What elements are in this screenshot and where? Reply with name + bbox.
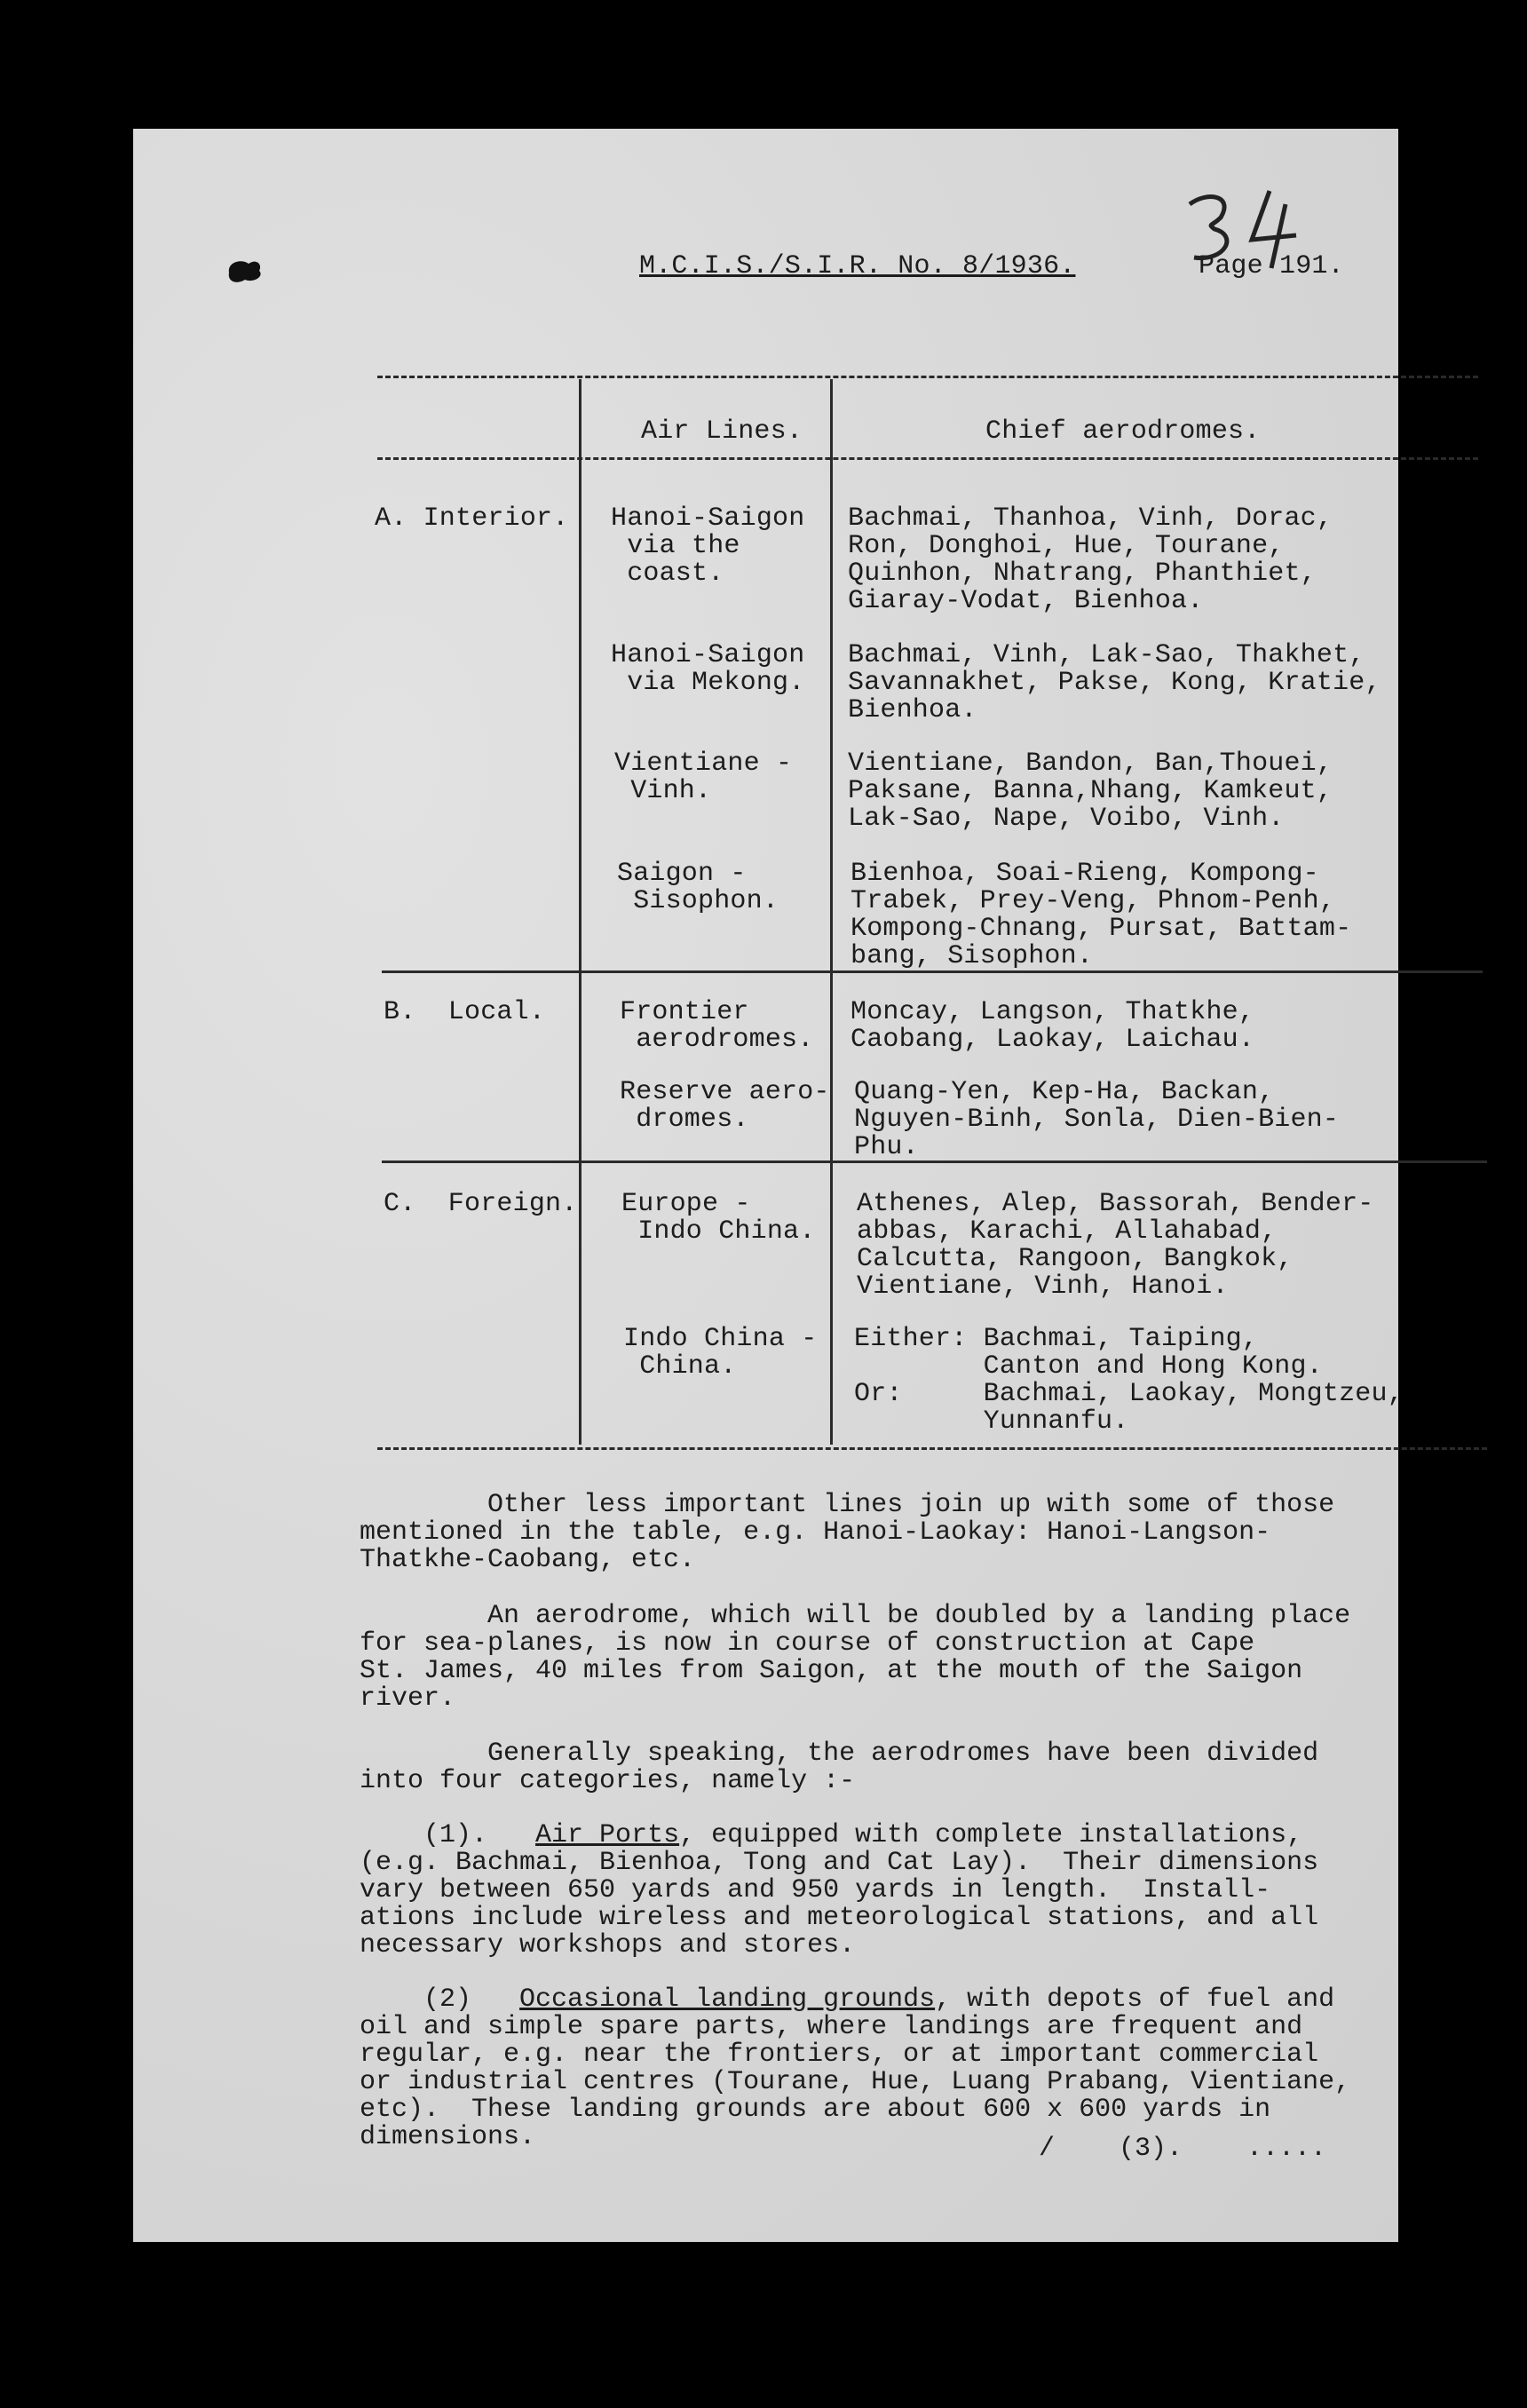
continuation-marker: / (3). ..... — [1039, 2134, 1327, 2164]
document-page — [133, 129, 1404, 2242]
paragraph-cape-st-james: An aerodrome, which will be doubled by a landing place for sea-planes, is now in course of construction at Cape St. James, 40 miles from Saigon, at the mouth of the Saigon river. — [360, 1601, 1351, 1714]
paragraph-air-ports — [360, 1822, 1318, 1960]
air-line-cell: Hanoi-Saigon via Mekong. — [611, 640, 805, 698]
paragraph-other-lines: Other less important lines join up with some of those mentioned in the table, e.g. Hanoi-Laokay: Hanoi-Langson- Thatkhe-Caobang, etc. — [360, 1490, 1335, 1575]
air-line-cell: Hanoi-Saigon via the coast. — [611, 503, 805, 589]
aerodromes-cell: Bienhoa, Soai-Rieng, Kompong- Trabek, Prey-Veng, Phnom-Penh, Kompong-Chnang, Pursat, Battam- bang, Sisophon. — [851, 859, 1352, 971]
air-line-cell: Frontier aerodromes. — [620, 997, 814, 1055]
air-line-cell: Reserve aero- dromes. — [620, 1077, 830, 1135]
term-air-ports: Air Ports — [535, 1820, 680, 1850]
air-line-cell: Indo China - China. — [623, 1324, 818, 1382]
report-reference: M.C.I.S./S.I.R. No. 8/1936. — [639, 251, 1076, 281]
category-cell: B. Local. — [384, 997, 546, 1027]
table-col-divider-2 — [830, 379, 833, 1445]
paragraph-categories: Generally speaking, the aerodromes have been divided into four categories, namely :- — [360, 1739, 1319, 1796]
aerodromes-cell: Either: Bachmai, Taiping, Canton and Hong Kong. Or: Bachmai, Laokay, Mongtzeu, Yunnanfu. — [854, 1324, 1404, 1437]
page-number: Page 191. — [1199, 251, 1344, 281]
aerodromes-cell: Bachmai, Thanhoa, Vinh, Dorac, Ron, Donghoi, Hue, Tourane, Quinhon, Nhatrang, Phanthiet, Giaray-Vodat, Bienhoa. — [848, 503, 1333, 616]
column-header-air-lines: Air Lines. — [641, 416, 803, 447]
aerodromes-cell: Vientiane, Bandon, Ban,Thouei, Paksane, Banna,Nhang, Kamkeut, Lak-Sao, Nape, Voibo, Vinh. — [848, 749, 1333, 834]
handwritten-number-34 — [1172, 186, 1314, 271]
term-occasional-landing-grounds: Occasional landing grounds — [519, 1984, 936, 2015]
item-text: , with depots of fuel and oil and simple spare parts, where landings are frequent and regular, e.g. near the frontiers, or at important commercial or industrial centres (Tourane, Hue, Luang Prabang, Vientiane, etc). These landing grounds are about 600 x 600 yards in dimensions. — [360, 1984, 1351, 2152]
item-text: , equipped with complete installations, (e.g. Bachmai, Bienhoa, Tong and Cat Lay). Their dimensions vary between 650 yards and 950 yards in length. Install- ations include wireless and meteorological stations, and all necessary workshops and stores. — [360, 1820, 1319, 1960]
category-cell: C. Foreign. — [384, 1189, 578, 1219]
aerodromes-cell: Athenes, Alep, Bassorah, Bender- abbas, Karachi, Allahabad, Calcutta, Rangoon, Bangkok, Vientiane, Vinh, Hanoi. — [857, 1189, 1374, 1302]
ink-blot-mark — [222, 253, 266, 289]
paragraph-landing-grounds — [360, 1986, 1350, 2151]
aerodromes-cell: Bachmai, Vinh, Lak-Sao, Thakhet, Savannakhet, Pakse, Kong, Kratie, Bienhoa. — [848, 640, 1381, 725]
table-col-divider-1 — [579, 379, 582, 1445]
item-number: (1). — [360, 1820, 536, 1850]
air-line-cell: Europe - Indo China. — [621, 1189, 816, 1247]
air-line-cell: Vientiane - Vinh. — [614, 749, 793, 806]
table-bottom-rule — [377, 1447, 1487, 1450]
category-cell: A. Interior. — [375, 503, 569, 534]
aerodromes-cell: Moncay, Langson, Thatkhe, Caobang, Laokay, Laichau. — [851, 997, 1255, 1055]
table-header-rule — [377, 457, 1478, 460]
table-top-rule — [377, 376, 1478, 378]
air-line-cell: Saigon - Sisophon. — [617, 859, 779, 916]
column-header-chief-aerodromes: Chief aerodromes. — [985, 416, 1261, 447]
aerodromes-cell: Quang-Yen, Kep-Ha, Backan, Nguyen-Binh, Sonla, Dien-Bien- Phu. — [854, 1077, 1340, 1162]
item-number: (2) — [360, 1984, 520, 2015]
